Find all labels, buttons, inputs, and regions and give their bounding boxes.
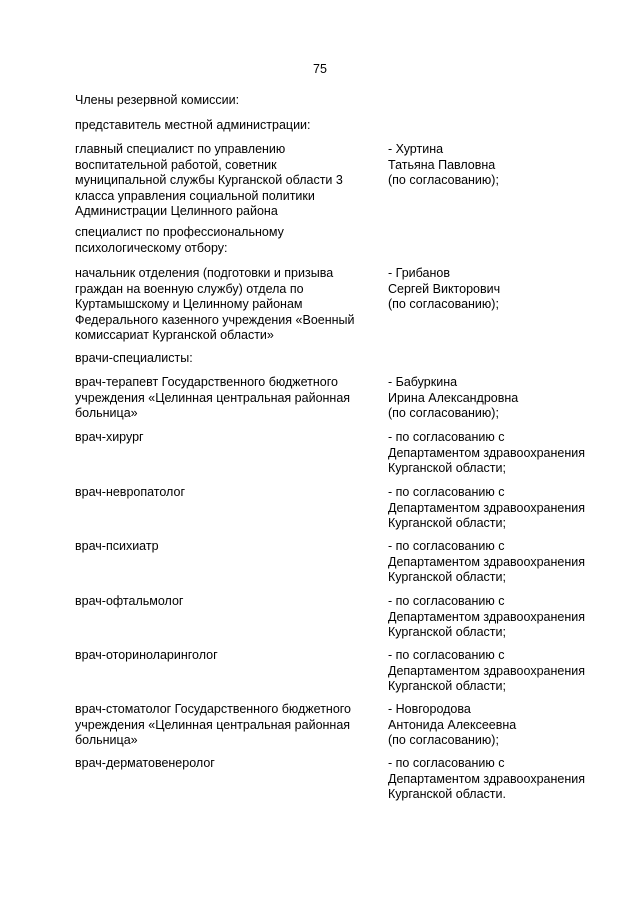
heading-reserve-members: Члены резервной комиссии: bbox=[75, 93, 240, 107]
member-person: - по согласованию с Департаментом здравоохранения Курганской области; bbox=[388, 539, 585, 584]
member-position: начальник отделения (подготовки и призыва граждан на военную службу) отдела по Куртамышскому и Целинному районам Федерального казенного учреждения «Военный комиссариат Курганской области» bbox=[75, 266, 355, 342]
member-person: - Новгородова Антонида Алексеевна (по согласованию); bbox=[388, 702, 517, 747]
member-position: врач-дерматовенеролог bbox=[75, 756, 215, 770]
member-person: - по согласованию с Департаментом здравоохранения Курганской области; bbox=[388, 594, 585, 639]
page-number: 75 bbox=[313, 62, 327, 76]
member-person: - по согласованию с Департаментом здравоохранения Курганской области; bbox=[388, 485, 585, 530]
member-position: врач-офтальмолог bbox=[75, 594, 184, 608]
member-position: врач-хирург bbox=[75, 430, 144, 444]
member-person: - Бабуркина Ирина Александровна (по согласованию); bbox=[388, 375, 519, 420]
member-position: врач-оториноларинголог bbox=[75, 648, 218, 662]
member-position: главный специалист по управлению воспитательной работой, советник муниципальной службы Курганской области 3 класса управления социальной политики Администрации Целинного района bbox=[75, 142, 343, 218]
member-person: - Хуртина Татьяна Павловна (по согласованию); bbox=[388, 142, 499, 187]
heading-psych-specialist: специалист по профессиональному психологическому отбору: bbox=[75, 225, 284, 255]
member-position: врач-стоматолог Государственного бюджетного учреждения «Целинная центральная районная больница» bbox=[75, 702, 352, 747]
member-person: - по согласованию с Департаментом здравоохранения Курганской области; bbox=[388, 648, 585, 693]
heading-doctors: врачи-специалисты: bbox=[75, 351, 193, 365]
member-person: - по согласованию с Департаментом здравоохранения Курганской области. bbox=[388, 756, 585, 801]
member-position: врач-невропатолог bbox=[75, 485, 185, 499]
heading-local-admin-rep: представитель местной администрации: bbox=[75, 118, 311, 132]
member-position: врач-психиатр bbox=[75, 539, 159, 553]
member-position: врач-терапевт Государственного бюджетного учреждения «Целинная центральная районная больница» bbox=[75, 375, 351, 420]
member-person: - по согласованию с Департаментом здравоохранения Курганской области; bbox=[388, 430, 585, 475]
member-person: - Грибанов Сергей Викторович (по согласованию); bbox=[388, 266, 501, 311]
